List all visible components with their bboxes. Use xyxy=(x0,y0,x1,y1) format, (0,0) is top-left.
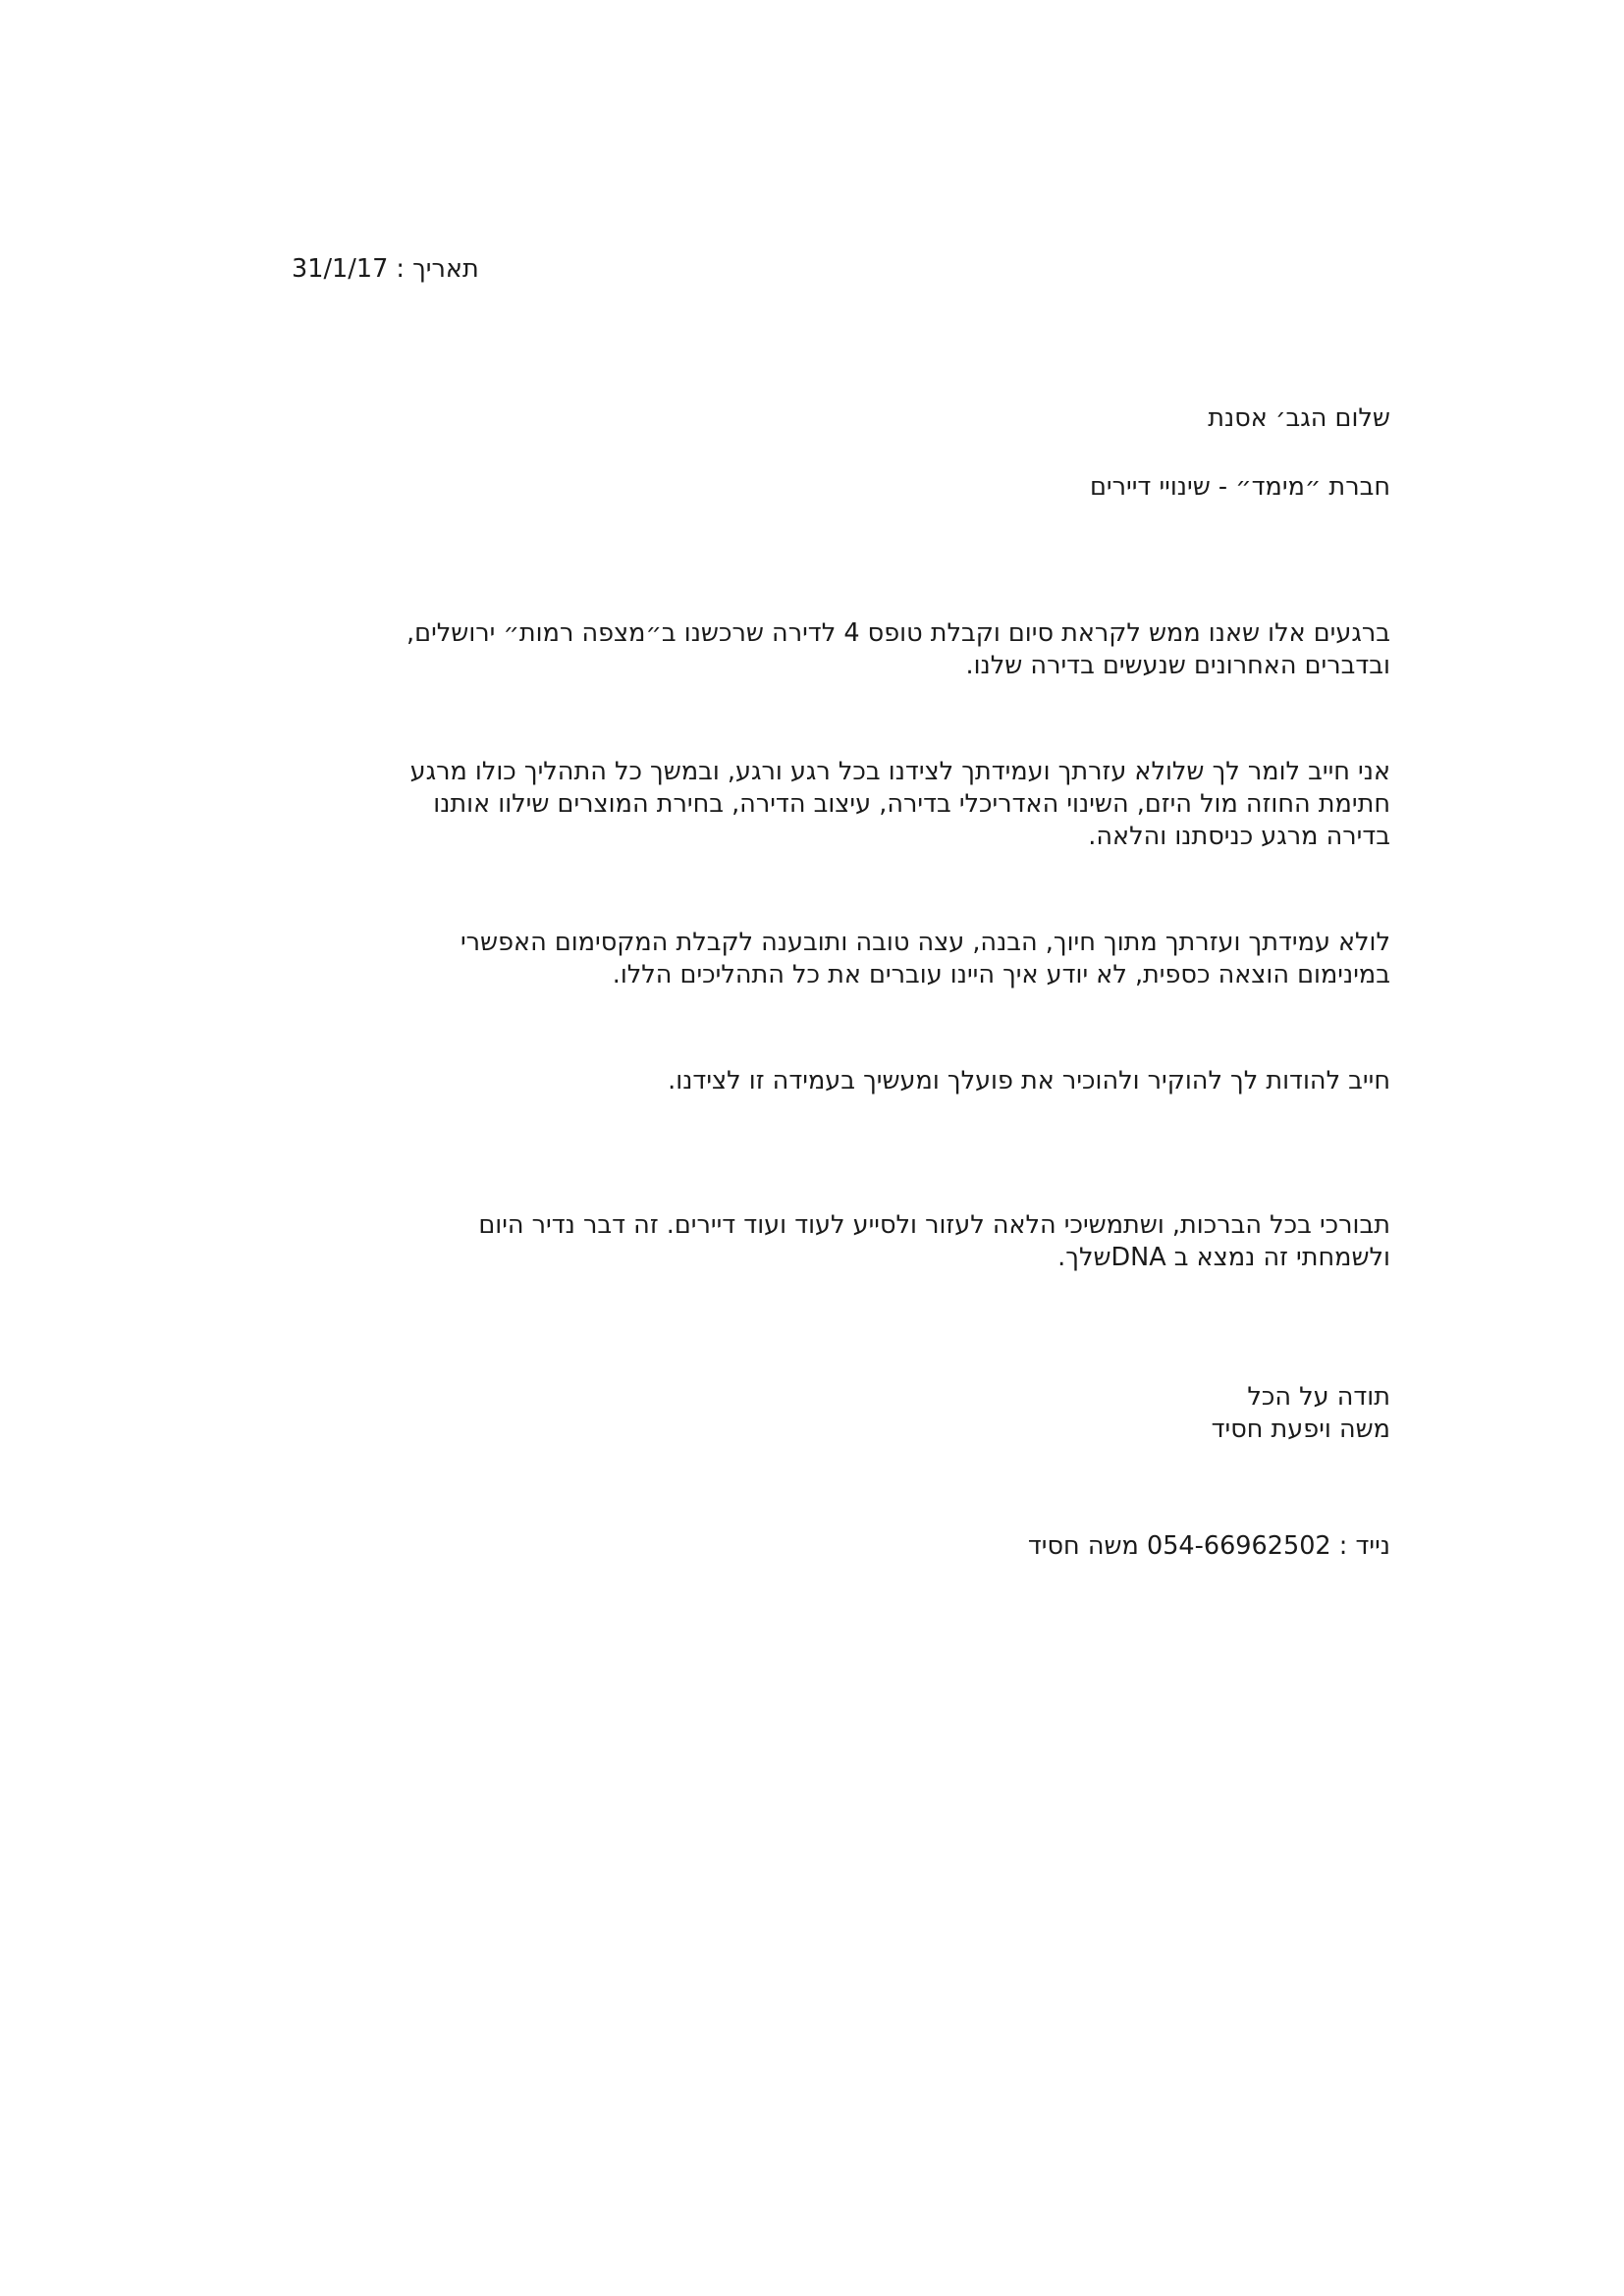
letter-company-line: חברת ״מימד״ - שינויי דיירים xyxy=(1090,472,1390,502)
letter-closing: תודה על הכל xyxy=(1247,1382,1390,1412)
paragraph-1-line-2: ובדברים האחרונים שנעשים בדירה שלנו. xyxy=(965,651,1390,680)
paragraph-4: חייב להודות לך להוקיר ולהוכיר את פועלך ומעשיך בעמידה זו לצידנו. xyxy=(668,1066,1390,1095)
paragraph-2-line-1: אני חייב לומר לך שלולא עזרתך ועמידתך לצידנו בכל רגע ורגע, ובמשך כל התהליך כולו מרגע xyxy=(409,757,1390,786)
letter-greeting: שלום הגב׳ אסנת xyxy=(1208,403,1390,433)
paragraph-5-line-1: תבורכי בכל הברכות, ושתמשיכי הלאה לעזור ולסייע לעוד ועוד דיירים. זה דבר נדיר היום xyxy=(478,1210,1390,1240)
letter-date: תאריך : 31/1/17 xyxy=(292,254,479,284)
paragraph-2-line-2: חתימת החוזה מול היזם, השינוי האדריכלי בדירה, עיצוב הדירה, בחירת המוצרים שילוו אותנו xyxy=(433,789,1390,819)
paragraph-2-line-3: בדירה מרגע כניסתנו והלאה. xyxy=(1088,822,1390,851)
paragraph-3-line-1: לולא עמידתך ועזרתך מתוך חיוך, הבנה, עצה טובה ותובענה לקבלת המקסימום האפשרי xyxy=(460,928,1390,957)
signature-names: משה ויפעת חסיד xyxy=(1211,1415,1390,1444)
contact-line: נייד : 054-66962502 משה חסיד xyxy=(1027,1531,1390,1561)
paragraph-1-line-1: ברגעים אלו שאנו ממש לקראת סיום וקבלת טופס 4 לדירה שרכשנו ב״מצפה רמות״ ירושלים, xyxy=(406,618,1390,648)
paragraph-5-line-2: ולשמחתי זה נמצא ב DNAשלך. xyxy=(1057,1243,1390,1272)
paragraph-3-line-2: במינימום הוצאה כספית, לא יודע איך היינו עוברים את כל התהליכים הללו. xyxy=(612,960,1390,989)
